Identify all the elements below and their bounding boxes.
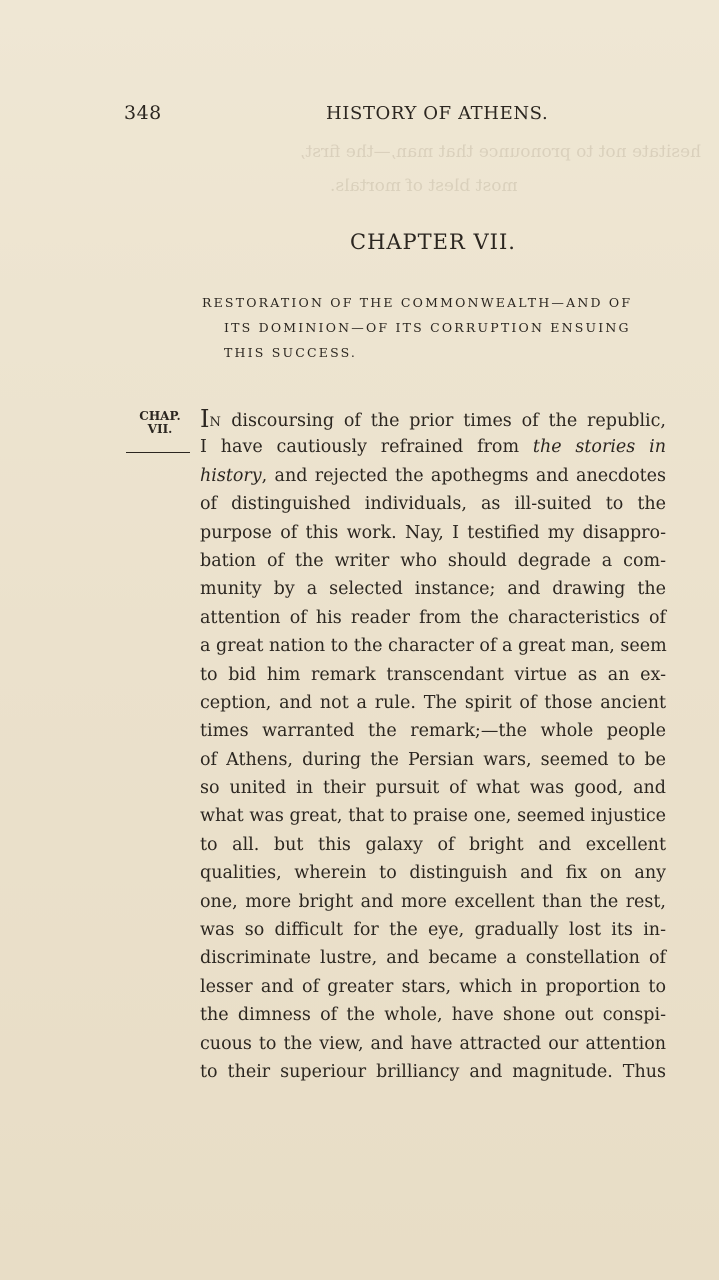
text-line: times warranted the remark;—the whole people — [200, 721, 666, 742]
bleed-through-text: most blest of mortals. — [330, 176, 518, 196]
margin-note — [134, 410, 186, 436]
margin-rule — [126, 452, 190, 453]
text-line — [200, 405, 666, 433]
text-line: to their superiour brilliancy and magnitude. Thus — [200, 1061, 666, 1082]
text-fragment: , and rejected the apothegms and anecdotes — [261, 465, 666, 486]
summary-line: ITS DOMINION—OF ITS CORRUPTION ENSUING — [224, 320, 631, 335]
running-head — [124, 100, 572, 130]
summary-line: RESTORATION OF THE COMMONWEALTH—AND OF — [202, 295, 633, 310]
text-line: ception, and not a rule. The spirit of those ancient — [200, 692, 666, 713]
small-cap: N — [209, 415, 222, 430]
text-line: one, more bright and more excellent than the rest, — [200, 891, 666, 912]
text-line — [200, 462, 666, 490]
drop-cap: I — [200, 405, 210, 433]
text-fragment: I have cautiously refrained from — [200, 437, 533, 458]
text-line: bation of the writer who should degrade a com- — [200, 550, 666, 571]
page-number: 348 — [124, 102, 162, 124]
text-line: to bid him remark transcendant virtue as an ex- — [200, 664, 666, 685]
text-line: attention of his reader from the characteristics of — [200, 607, 666, 628]
text-line: purpose of this work. Nay, I testified my disappro- — [200, 522, 666, 543]
text-line: to all. but this galaxy of bright and excellent — [200, 834, 666, 855]
text-line: cuous to the view, and have attracted our attention — [200, 1033, 666, 1054]
body-text — [200, 405, 666, 1086]
summary-line: THIS SUCCESS. — [224, 345, 358, 360]
text-line: what was great, that to praise one, seemed injustice — [200, 806, 666, 827]
chapter-summary — [202, 290, 672, 365]
italic-fragment: the stories in — [532, 437, 666, 458]
text-line: qualities, wherein to distinguish and fix on any — [200, 863, 666, 884]
text-line: munity by a selected instance; and drawing the — [200, 579, 666, 600]
running-title: HISTORY OF ATHENS. — [326, 103, 549, 124]
text-line: a great nation to the character of a great man, seem — [200, 636, 667, 657]
margin-note-chap: CHAP. — [139, 409, 181, 423]
text-line: discriminate lustre, and became a constellation of — [200, 948, 666, 969]
text-line: of Athens, during the Persian wars, seemed to be — [200, 749, 666, 770]
text-line: the dimness of the whole, have shone out conspi- — [200, 1005, 666, 1026]
bleed-through-text: hesitate not to pronounce that man,—the first, — [300, 142, 702, 162]
text-fragment: discoursing of the prior times of the republic, — [221, 411, 666, 431]
text-line — [200, 433, 666, 461]
text-line: lesser and of greater stars, which in proportion to — [200, 976, 666, 997]
margin-note-number: VII. — [147, 422, 173, 436]
text-line: of distinguished individuals, as ill-suited to the — [200, 494, 666, 515]
text-line: was so difficult for the eye, gradually lost its in- — [200, 920, 666, 941]
chapter-title: CHAPTER VII. — [350, 230, 516, 254]
italic-fragment: history — [200, 465, 262, 486]
text-line: so united in their pursuit of what was good, and — [200, 778, 666, 799]
